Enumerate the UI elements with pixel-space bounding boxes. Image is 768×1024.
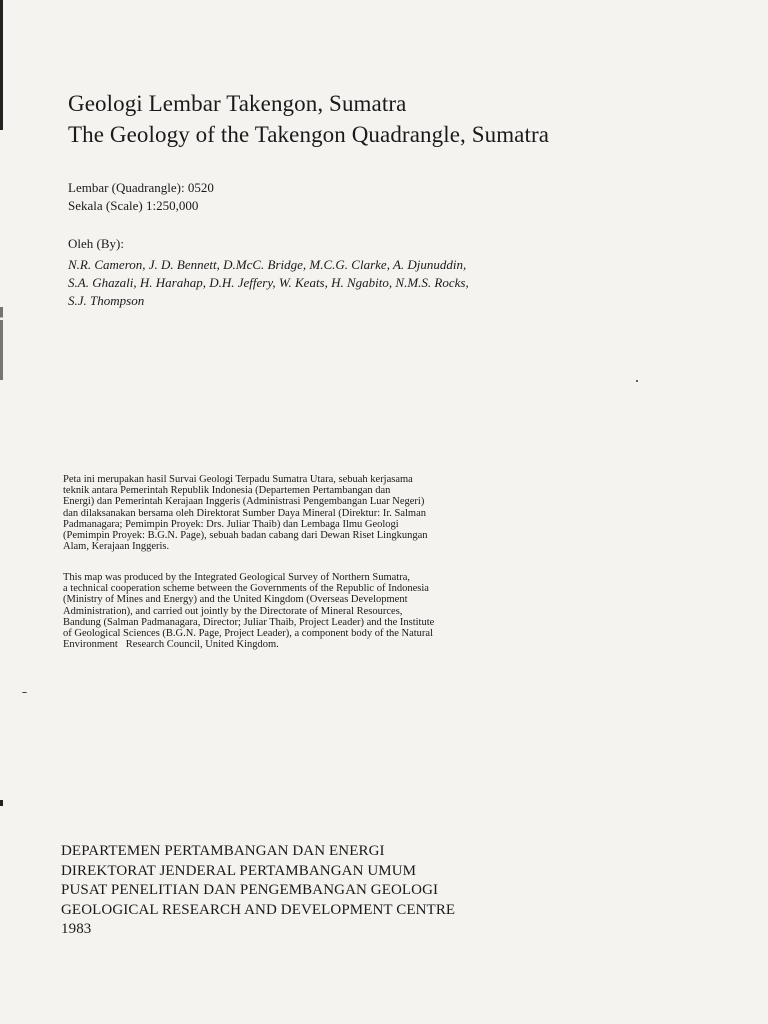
author-line: S.A. Ghazali, H. Harahap, D.H. Jeffery, W. Keats, H. Ngabito, N.M.S. Rocks, [68, 275, 469, 290]
sheet-metadata [68, 179, 214, 215]
publisher-ministry: DEPARTEMEN PERTAMBANGAN DAN ENERGI [61, 843, 385, 859]
publisher-centre-english: GEOLOGICAL RESEARCH AND DEVELOPMENT CENTRE [61, 901, 456, 918]
author-line: N.R. Cameron, J. D. Bennett, D.McC. Bridge, M.C.G. Clarke, A. Djunuddin, [68, 257, 467, 272]
paragraph-line: This map was produced by the Integrated Geological Survey of Northern Sumatra, [63, 572, 410, 583]
author-list [68, 256, 648, 310]
paragraph-line: (Pemimpin Proyek: B.G.N. Page), sebuah badan cabang dari Dewan Riset Lingkungan [63, 530, 428, 542]
binding-shadow-lower [0, 320, 3, 380]
page-binding-edge [0, 0, 3, 1024]
document-title [68, 88, 748, 150]
paragraph-line: Peta ini merupakan hasil Survai Geologi Terpadu Sumatra Utara, sebuah kerjasama [63, 474, 413, 485]
map-scale: Sekala (Scale) 1:250,000 [68, 198, 199, 213]
paragraph-line: Environment Research Council, United Kingdom. [63, 639, 279, 651]
scan-speck [636, 380, 638, 382]
paragraph-line: (Ministry of Mines and Energy) and the United Kingdom (Overseas Development [63, 594, 408, 606]
paragraph-line: Alam, Kerajaan Inggeris. [63, 541, 170, 553]
publisher-directorate: DIREKTORAT JENDERAL PERTAMBANGAN UMUM [61, 862, 417, 879]
binding-shadow [0, 0, 3, 130]
title-indonesian: Geologi Lembar Takengon, Sumatra [68, 91, 407, 116]
sheet-number: Lembar (Quadrangle): 0520 [68, 180, 214, 195]
publisher-centre-indonesian: PUSAT PENELITIAN DAN PENGEMBANGAN GEOLOGI [61, 882, 439, 898]
indonesian-credit-paragraph [63, 474, 543, 552]
paragraph-line: teknik antara Pemerintah Republik Indonesia (Departemen Pertambangan dan [63, 485, 391, 497]
scan-speck-left [22, 692, 27, 693]
publisher-block [61, 842, 455, 940]
paragraph-line: Bandung (Salman Padmanagara, Director; Juliar Thaib, Project Leader) and the Institute [63, 616, 435, 628]
binding-speck [0, 800, 3, 806]
author-line: S.J. Thompson [68, 293, 145, 308]
paragraph-line: Energi) dan Pemerintah Kerajaan Inggeris (Administrasi Pengembangan Luar Negeri) [63, 496, 425, 508]
paragraph-line: of Geological Sciences (B.G.N. Page, Project Leader), a component body of the Natural [63, 628, 434, 640]
publication-year: 1983 [61, 921, 92, 937]
paragraph-line: a technical cooperation scheme between the Governments of the Republic of Indonesia [63, 583, 429, 595]
paragraph-line: dan dilaksanakan bersama oleh Direktorat Sumber Daya Mineral (Direktur: Ir. Salman [63, 507, 427, 519]
authors-label: Oleh (By): [68, 236, 124, 251]
english-credit-paragraph [63, 572, 543, 650]
title-english: The Geology of the Takengon Quadrangle, Sumatra [68, 122, 550, 147]
paragraph-line: Administration), and carried out jointly by the Directorate of Mineral Resources, [63, 605, 403, 617]
paragraph-line: Padmanagara; Pemimpin Proyek: Drs. Juliar Thaib) dan Lembaga Ilmu Geologi [63, 518, 399, 530]
